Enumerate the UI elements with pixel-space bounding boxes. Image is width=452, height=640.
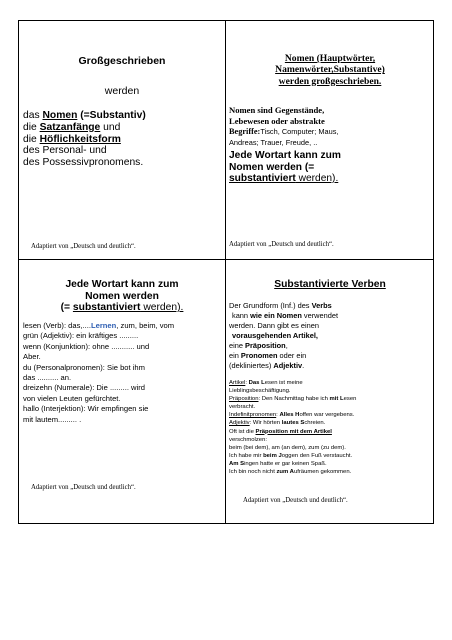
card-jede-wortart [19, 259, 225, 525]
card3-examples: lesen (Verb): das,....Lernen, zum, beim, vom grün (Adjektiv): ein kräftiges ......... wenn (Konjunktion): ohne ........... und Aber. du (Personalpronomen): Sie bot ihm das .......... an. dreizehn (Numerale): Die ......... wird von vielen Leuten gefürchtet. hallo (Interjektion): Wir empfingen sie mit lautem......... . [23, 321, 175, 424]
card4-footer: Adaptiert von „Deutsch und deutlich“. [243, 497, 348, 504]
card3-footer: Adaptiert von „Deutsch und deutlich“. [31, 484, 136, 491]
card1-line1: das Nomen (=Substantiv) [23, 110, 146, 121]
nomen-term: Nomen [42, 110, 78, 121]
card4-title: Substantivierte Verben [274, 279, 386, 290]
card4-examples: Artikel: Das Lesen ist meine Lieblingsbeschäftigung. Präposition: Den Nachmittag habe ich mit Lesen verbracht. Indefinitpronomen: Alles Hoffen war vergebens. Adjektiv: Wir hörten lautes Schreien. Oft ist die Präposition mit dem Artikel verschmolzen: beim (bei dem), am (an dem), zum (zu dem). Ich habe mir beim Joggen den Fuß verstaucht. Am Singen hatte er gar keinen Spaß. Ich bin noch nicht zum Aufräumen gekommen. [229, 380, 357, 476]
satzanfaenge-term: Satzanfänge [39, 121, 101, 133]
card4-intro: Der Grundform (Inf.) des Verbs kann wie ein Nomen verwendet werden. Dann gibt es einen vorausgehenden Artikel, eine Präposition, ein Pronomen oder ein (dekliniertes) Adjektiv. [229, 301, 338, 370]
card-grid [18, 20, 434, 524]
card2-highlight: Jede Wortart kann zum Nomen werden (= substantiviert werden). [229, 150, 341, 185]
card1-werden: werden [104, 85, 140, 97]
card1-line3: die Höflichkeitsform [23, 133, 121, 145]
lernen-example: Lernen [90, 321, 117, 330]
card1-title: Großgeschrieben [78, 55, 166, 67]
card2-title: Nomen (Hauptwörter, Namenwörter,Substantive) werden großgeschrieben. [275, 53, 385, 87]
card-grossgeschrieben [19, 21, 225, 259]
card2-footer: Adaptiert von „Deutsch und deutlich“. [229, 241, 334, 248]
card1-line4: des Personal- und [23, 145, 107, 157]
card2-definition: Nomen sind Gegenstände, Lebewesen oder abstrakte Begriffe:Tisch, Computer; Maus, Andreas; Trauer, Freude, .. [229, 105, 339, 147]
card1-line2: die Satzanfänge und [23, 121, 121, 133]
card1-footer: Adaptiert von „Deutsch und deutlich“. [31, 243, 136, 250]
card1-line5: des Possessivpronomens. [23, 157, 144, 169]
card1-body [23, 110, 146, 169]
card-substantivierte-verben [225, 259, 435, 525]
card3-title: Jede Wortart kann zum Nomen werden (= substantiviert werden). [60, 279, 184, 314]
hoeflichkeitsform-term: Höflichkeitsform [39, 133, 121, 145]
card-nomen [225, 21, 435, 259]
